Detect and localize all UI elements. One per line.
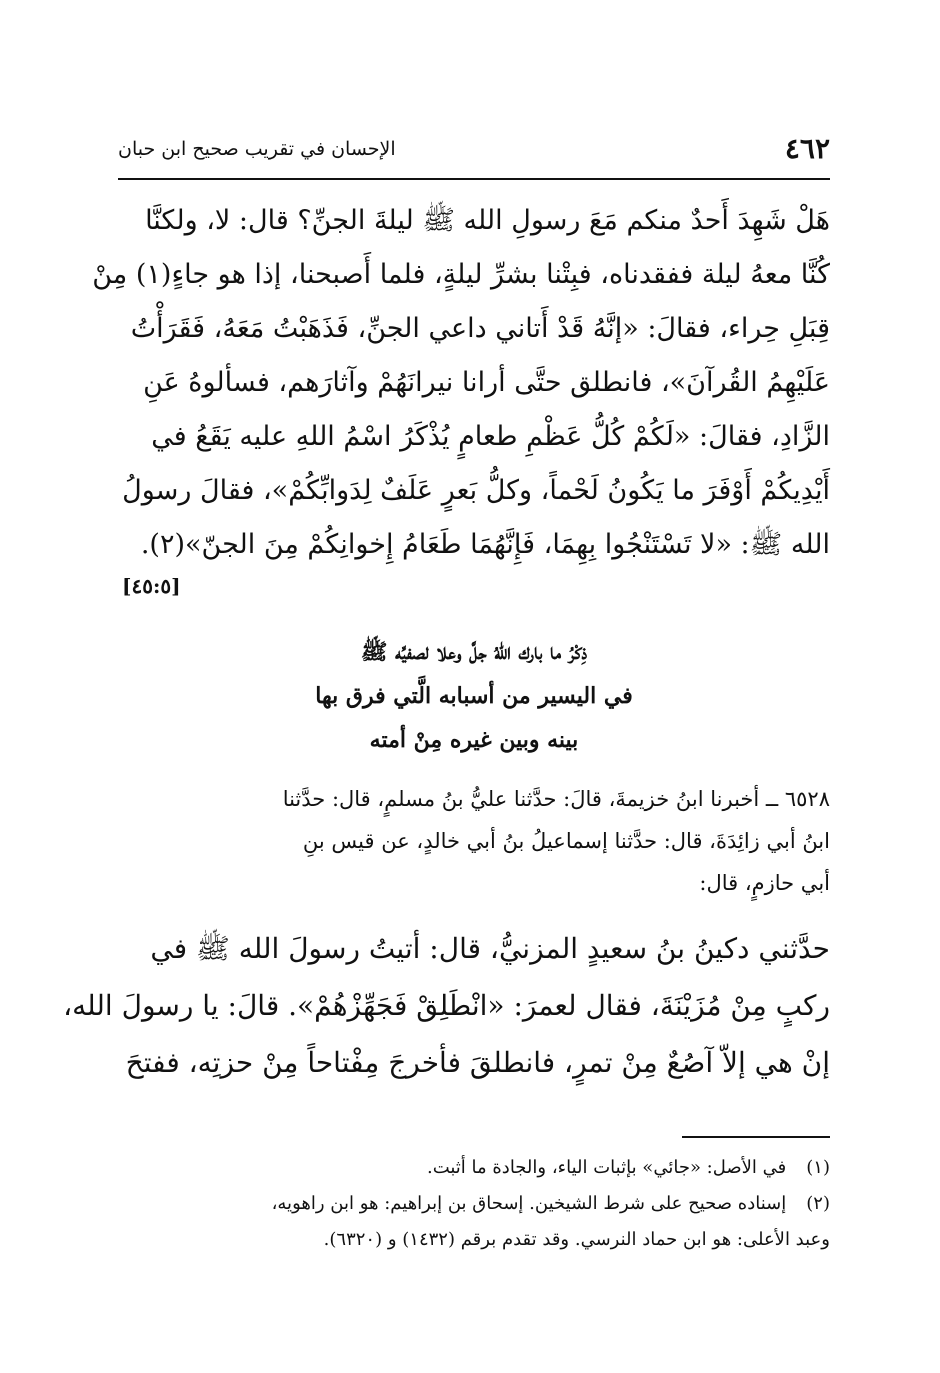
heading-line: في اليسير من أسبابه الَّتي فرق بها: [315, 683, 633, 709]
footnote-text: إسناده صحيح على شرط الشيخين. إسحاق بن إبراهيم: هو ابن راهويه،: [271, 1193, 787, 1214]
page-number: ٤٦٢: [784, 132, 830, 165]
text-line: الزَّادِ، فقالَ: «لَكُمْ كُلُّ عَظْمِ طعامٍ يُذْكَرُ اسْمُ اللهِ عليه يَقَعُ في: [151, 421, 830, 452]
running-title: الإحسان في تقريب صحيح ابن حبان: [118, 138, 396, 160]
hadith-chain: [118, 778, 830, 904]
text-line: قِبَلِ حِراء، فقالَ: «إنَّهُ قَدْ أَتاني داعي الجنِّ، فَذَهَبْتُ مَعَهُ، فَقَرَأْتُ: [130, 313, 830, 344]
heading-line: ذِكْرُ ما بارك اللّهُ جلَّ وعلا لصفيِّه ﷺ: [360, 639, 588, 665]
paragraph-3: [63, 920, 830, 1091]
footnote-text: وعبد الأعلى: هو ابن حماد النرسي. وقد تقدم برقم (١٤٣٢) و (٦٣٢٠).: [323, 1229, 830, 1250]
text-line: عَلَيْهِمُ القُرآنَ»، فانطلق حتَّى أرانا نيرانَهُمْ وآثارَهم، فسألوهُ عَنِ: [143, 367, 830, 398]
text-line: ركبٍ مِنْ مُزَيْنَةَ، فقال لعمرَ: «انْطَلِقْ فَجَهِّزْهُمْ». قالَ: يا رسولَ الله،: [63, 989, 830, 1022]
header-rule: [118, 178, 830, 180]
text-line: ابنُ أبي زائِدَةَ، قال: حدَّثنا إسماعيلُ بنُ أبي خالدٍ، عن قيس بنِ: [302, 829, 830, 853]
paragraph-1: [92, 194, 830, 572]
footnote-marker: (٢): [806, 1193, 830, 1214]
text-line: ٦٥٢٨ ــ أخبرنا ابنُ خزيمةَ، قالَ: حدَّثنا عليُّ بنُ مسلمٍ، قال: حدَّثنا: [282, 787, 830, 811]
footnote-marker: (١): [806, 1157, 830, 1178]
text-line: أَيْدِيكُمْ أَوْفَرَ ما يَكُونُ لَحْماً، وكلُّ بَعرٍ عَلَفٌ لِدَوابِّكُمْ»، فقالَ رسولُ: [122, 475, 830, 506]
source-reference: [٤٥:٥]: [122, 574, 181, 598]
footnote-1: [118, 1150, 830, 1186]
footnote-2-continuation: [118, 1222, 830, 1258]
footnote-text: في الأصل: «جائي» بإثبات الياء، والجادة ما أثبت.: [426, 1157, 787, 1178]
chapter-heading: [118, 630, 830, 762]
text-line: الله ﷺ: «لا تَسْتَنْجُوا بِهِمَا، فَإِنَّهُمَا طَعَامُ إِخوانِكُمْ مِنَ الجنّ»(٢).: [140, 529, 830, 560]
text-line: أبي حازمٍ، قال:: [699, 871, 830, 895]
footnote-2: [118, 1186, 830, 1222]
text-line: كُنَّا معهُ ليلة ففقدناه، فبِتْنا بشرِّ ليلةٍ، فلما أَصبحنا، إذا هو جاءٍ(١) مِنْ: [92, 259, 830, 290]
footnotes: [118, 1150, 830, 1258]
text-line: حدَّثني دكينُ بنُ سعيدٍ المزنيُّ، قال: أتيتُ رسولَ الله ﷺ في: [150, 932, 830, 965]
text-line: هَلْ شَهِدَ أَحدٌ منكم مَعَ رسولِ الله ﷺ ليلةَ الجنِّ؟ قال: لا، ولكنَّا: [145, 205, 830, 236]
page-header: [118, 132, 830, 174]
text-line: إنْ هي إلاّ آصُعٌ مِنْ تمرٍ، فانطلقَ فأخرجَ مِفْتاحاً مِنْ حزتِه، ففتحَ: [125, 1046, 830, 1079]
heading-line: بينه وبين غيره مِنْ أمته: [369, 727, 579, 753]
footnote-rule: [682, 1136, 830, 1138]
